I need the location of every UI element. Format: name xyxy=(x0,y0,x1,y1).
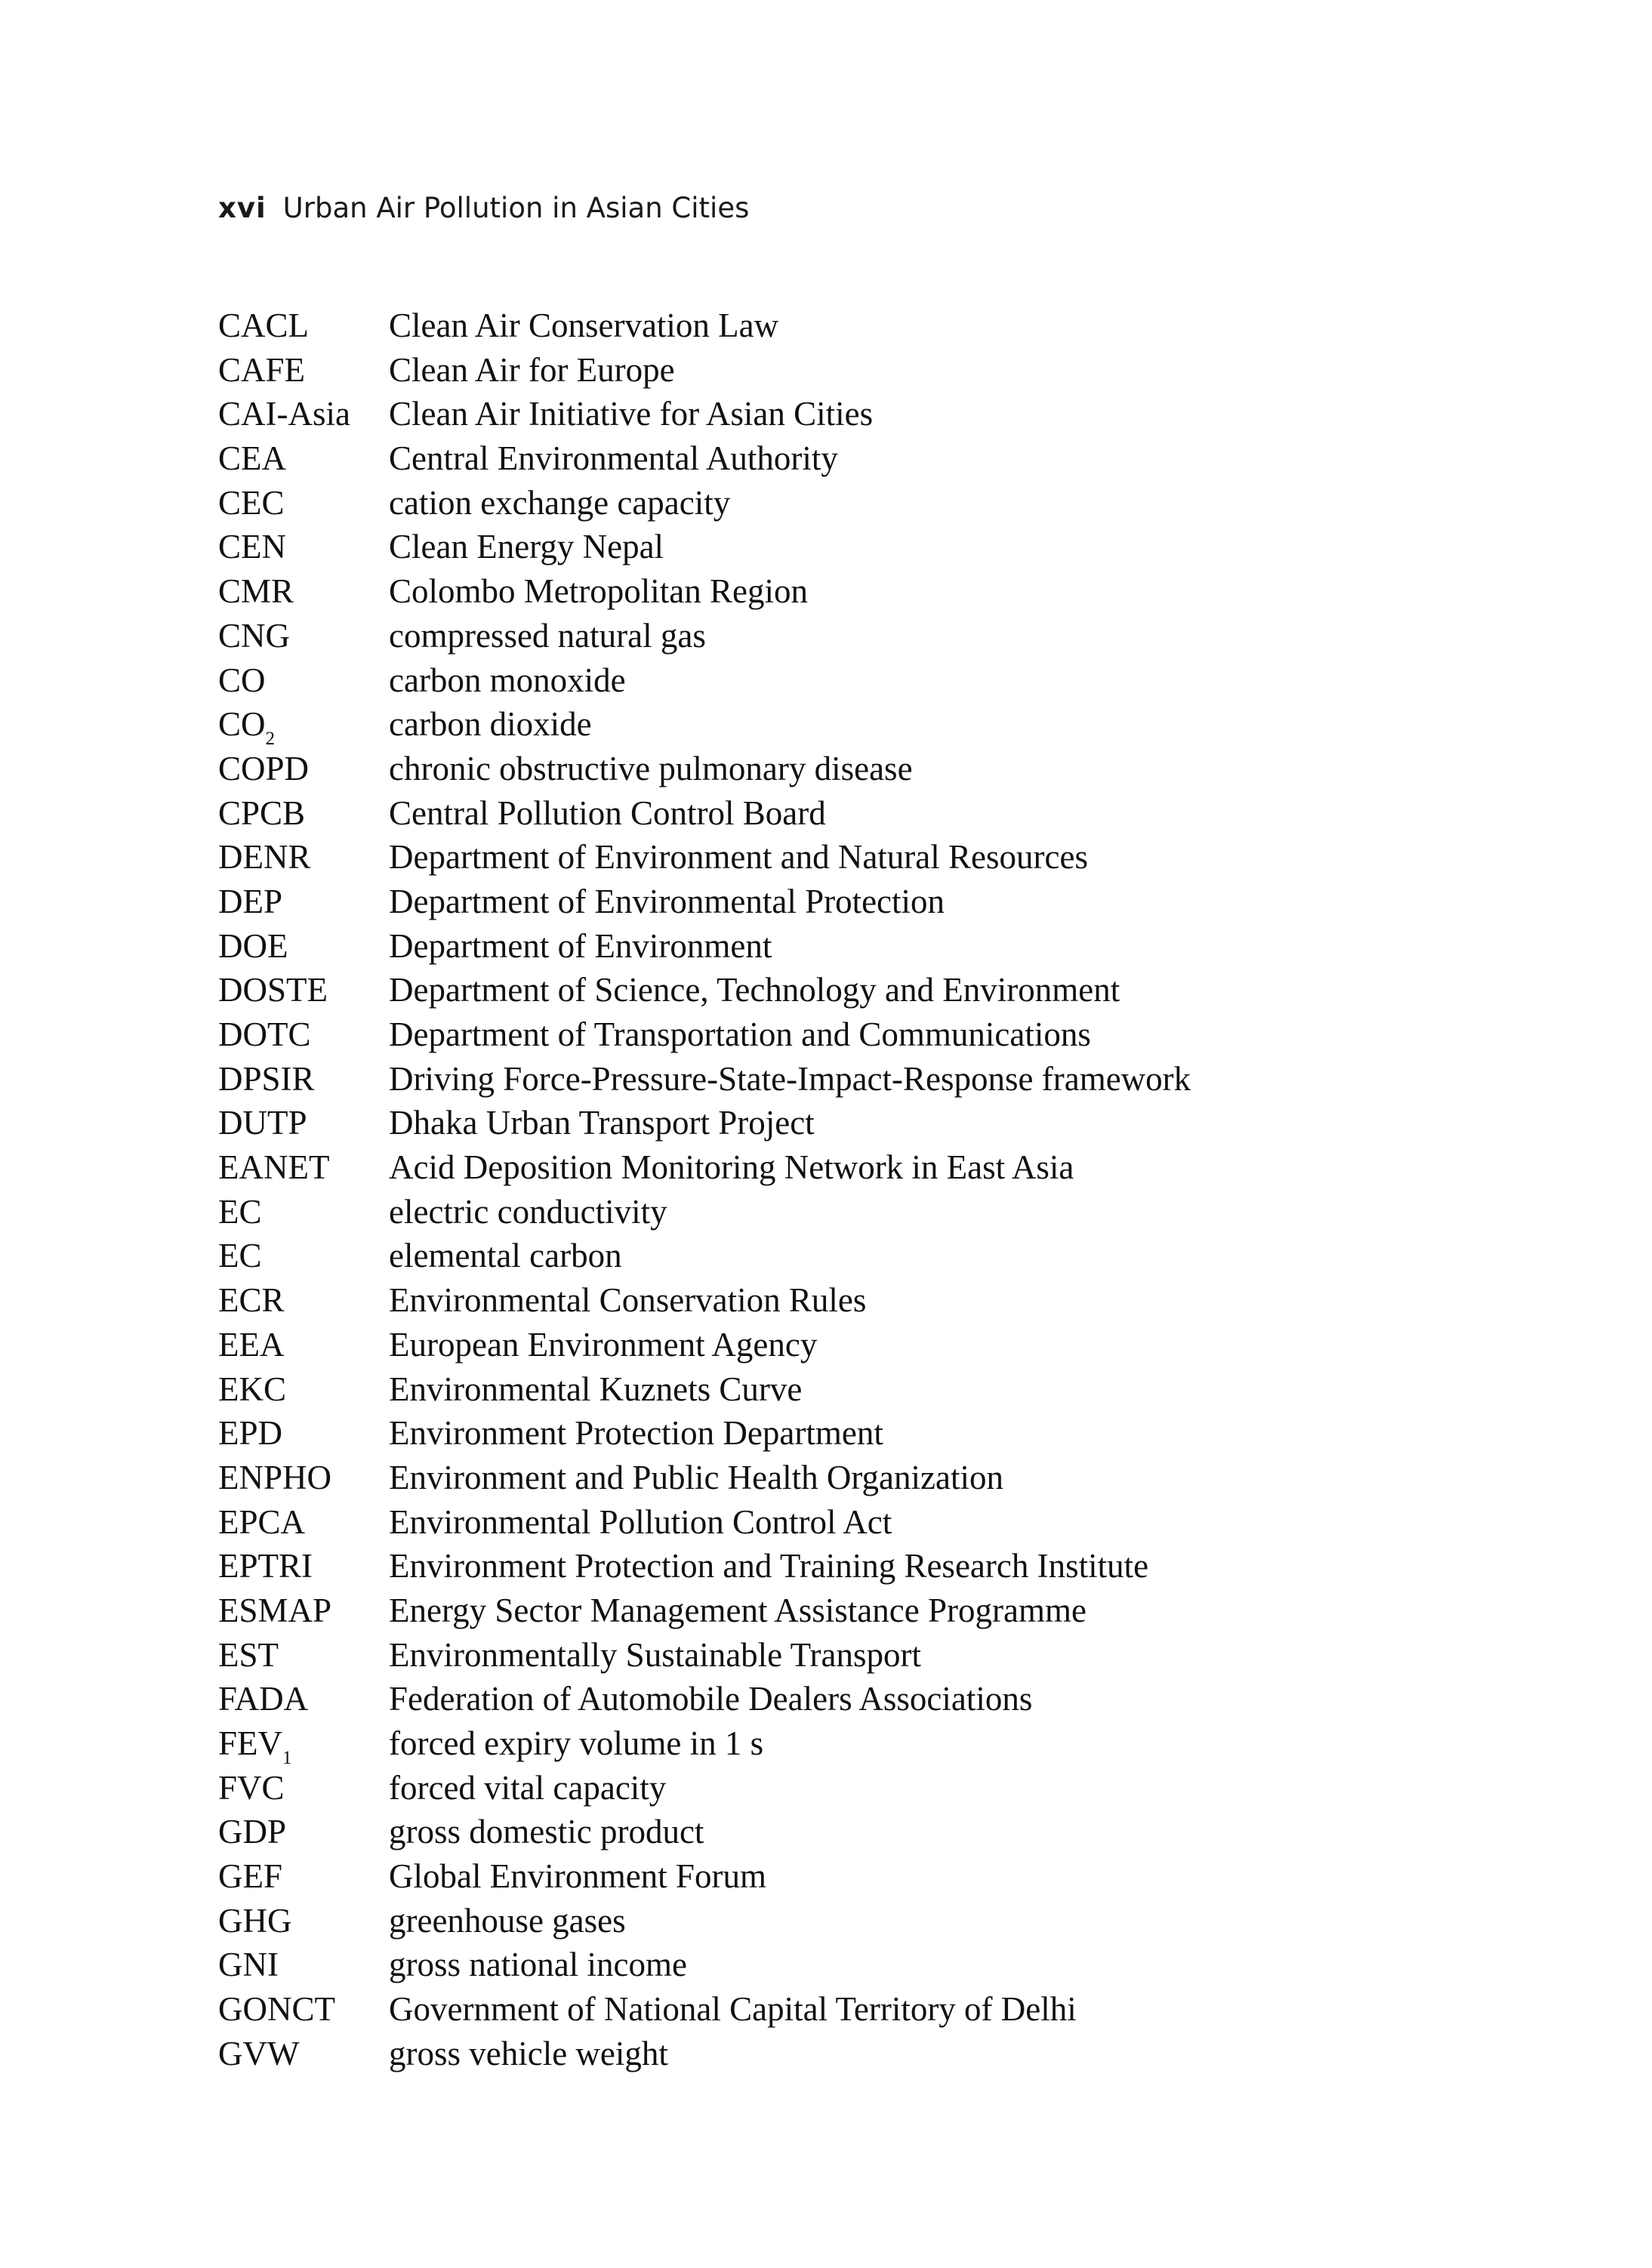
abbreviation-row xyxy=(218,968,1577,1012)
abbreviation-row xyxy=(218,702,1577,750)
abbreviation-definition: Department of Science, Technology and Environment xyxy=(389,971,1120,1009)
abbreviation-row xyxy=(218,1589,1577,1633)
abbreviation-term-text: DOE xyxy=(218,926,288,965)
abbreviation-term-text: GNI xyxy=(218,1946,279,1984)
abbreviation-term xyxy=(218,1456,389,1500)
abbreviation-definition: Environment and Public Health Organization xyxy=(389,1458,1003,1496)
abbreviation-definition: Driving Force-Pressure-State-Impact-Response framework xyxy=(389,1059,1191,1098)
abbreviation-row xyxy=(218,1101,1577,1145)
abbreviation-definition: Department of Environment xyxy=(389,926,772,965)
abbreviation-definition: chronic obstructive pulmonary disease xyxy=(389,749,913,787)
abbreviation-term-text: CO xyxy=(218,705,266,744)
abbreviation-term xyxy=(218,1943,389,1987)
abbreviation-term-text: EPCA xyxy=(218,1502,306,1541)
abbreviation-term xyxy=(218,1367,389,1412)
abbreviation-term-text: FVC xyxy=(218,1768,285,1807)
abbreviation-term-text: CAFE xyxy=(218,350,306,389)
abbreviation-term-text: CAI-Asia xyxy=(218,395,350,433)
abbreviation-term xyxy=(218,1278,389,1323)
abbreviation-term xyxy=(218,304,389,348)
abbreviation-term-text: CNG xyxy=(218,616,291,655)
abbreviation-term-text: DOTC xyxy=(218,1015,311,1053)
abbreviation-term xyxy=(218,1854,389,1899)
abbreviation-definition: forced vital capacity xyxy=(389,1768,667,1807)
abbreviation-term xyxy=(218,481,389,525)
abbreviation-term-text: ESMAP xyxy=(218,1591,332,1629)
abbreviation-definition: carbon monoxide xyxy=(389,661,626,699)
abbreviation-row xyxy=(218,1456,1577,1500)
abbreviation-definition: Global Environment Forum xyxy=(389,1857,766,1896)
abbreviation-term xyxy=(218,791,389,836)
abbreviation-term-text: CEC xyxy=(218,483,285,522)
abbreviation-definition: compressed natural gas xyxy=(389,616,706,655)
abbreviation-definition: cation exchange capacity xyxy=(389,483,731,522)
abbreviation-row xyxy=(218,880,1577,924)
abbreviation-definition: Central Pollution Control Board xyxy=(389,793,826,832)
abbreviation-term-text: GDP xyxy=(218,1813,287,1851)
abbreviation-definition: Clean Air for Europe xyxy=(389,350,675,389)
abbreviation-definition: Environmentally Sustainable Transport xyxy=(389,1635,921,1674)
abbreviation-definition: Department of Environment and Natural Resources xyxy=(389,838,1088,877)
abbreviation-row xyxy=(218,658,1577,703)
abbreviation-definition: Federation of Automobile Dealers Associations xyxy=(389,1680,1033,1718)
abbreviation-row xyxy=(218,1323,1577,1367)
abbreviation-row xyxy=(218,348,1577,393)
abbreviation-row xyxy=(218,1012,1577,1057)
abbreviation-row xyxy=(218,1145,1577,1190)
abbreviation-term-text: EANET xyxy=(218,1148,330,1187)
abbreviation-row xyxy=(218,569,1577,614)
abbreviation-term xyxy=(218,835,389,880)
abbreviation-row xyxy=(218,525,1577,569)
abbreviation-term xyxy=(218,1766,389,1810)
abbreviation-term xyxy=(218,658,389,703)
abbreviation-term-text: EKC xyxy=(218,1370,286,1408)
abbreviation-term xyxy=(218,1677,389,1721)
abbreviation-definition: Central Environmental Authority xyxy=(389,439,838,478)
abbreviation-definition: Clean Air Initiative for Asian Cities xyxy=(389,395,874,433)
abbreviation-row xyxy=(218,1943,1577,1987)
abbreviation-row xyxy=(218,1987,1577,2032)
abbreviation-definition: Environmental Conservation Rules xyxy=(389,1281,867,1320)
abbreviation-definition: Colombo Metropolitan Region xyxy=(389,572,808,611)
abbreviation-term xyxy=(218,1145,389,1190)
abbreviation-list xyxy=(218,304,1577,2076)
abbreviation-term xyxy=(218,1500,389,1545)
abbreviation-row xyxy=(218,1899,1577,1943)
abbreviation-term xyxy=(218,1721,389,1766)
abbreviation-term xyxy=(218,348,389,393)
abbreviation-term-text: EC xyxy=(218,1192,262,1231)
abbreviation-term xyxy=(218,702,389,750)
abbreviation-row xyxy=(218,1190,1577,1234)
abbreviation-term-text: FADA xyxy=(218,1680,309,1718)
abbreviation-term xyxy=(218,1411,389,1456)
abbreviation-definition: Clean Energy Nepal xyxy=(389,528,664,566)
abbreviation-term xyxy=(218,436,389,481)
abbreviation-term-text: EC xyxy=(218,1237,262,1275)
abbreviation-definition: Acid Deposition Monitoring Network in East Asia xyxy=(389,1148,1074,1187)
abbreviation-term-text: GEF xyxy=(218,1857,283,1896)
abbreviation-row xyxy=(218,614,1577,658)
abbreviation-term xyxy=(218,392,389,436)
abbreviation-term-text: ECR xyxy=(218,1281,285,1320)
abbreviation-definition: Environmental Kuznets Curve xyxy=(389,1370,803,1408)
abbreviation-row xyxy=(218,2032,1577,2076)
abbreviation-term xyxy=(218,525,389,569)
abbreviation-term-text: EEA xyxy=(218,1325,285,1364)
abbreviation-row xyxy=(218,304,1577,348)
abbreviation-term-text: CO xyxy=(218,661,266,699)
abbreviation-row xyxy=(218,1677,1577,1721)
abbreviation-subscript: 2 xyxy=(265,729,276,750)
abbreviation-definition: greenhouse gases xyxy=(389,1901,626,1940)
abbreviation-definition: Government of National Capital Territory of Delhi xyxy=(389,1990,1077,2029)
abbreviation-definition: Environmental Pollution Control Act xyxy=(389,1502,892,1541)
abbreviation-row xyxy=(218,1766,1577,1810)
abbreviation-row xyxy=(218,1234,1577,1278)
abbreviation-row xyxy=(218,835,1577,880)
abbreviation-definition: gross national income xyxy=(389,1946,687,1984)
page-number: xvi xyxy=(218,192,267,224)
abbreviation-term xyxy=(218,1987,389,2032)
abbreviation-term-text: CEN xyxy=(218,528,286,566)
running-head xyxy=(218,190,749,226)
abbreviation-row xyxy=(218,436,1577,481)
abbreviation-definition: Environment Protection and Training Research Institute xyxy=(389,1547,1149,1585)
abbreviation-row xyxy=(218,392,1577,436)
abbreviation-term-text: EPD xyxy=(218,1414,283,1453)
abbreviation-row xyxy=(218,1544,1577,1589)
book-title: Urban Air Pollution in Asian Cities xyxy=(282,192,750,224)
abbreviation-row xyxy=(218,1500,1577,1545)
abbreviation-term-text: GHG xyxy=(218,1901,292,1940)
abbreviation-term-text: DOSTE xyxy=(218,971,328,1009)
abbreviation-definition: gross domestic product xyxy=(389,1813,704,1851)
abbreviation-term xyxy=(218,1810,389,1854)
abbreviation-term-text: DPSIR xyxy=(218,1059,315,1098)
abbreviation-row xyxy=(218,1854,1577,1899)
abbreviation-term xyxy=(218,1323,389,1367)
abbreviation-term xyxy=(218,569,389,614)
abbreviation-term-text: CACL xyxy=(218,307,310,344)
abbreviation-row xyxy=(218,1057,1577,1102)
abbreviation-term-text: DUTP xyxy=(218,1104,307,1142)
abbreviation-row xyxy=(218,1278,1577,1323)
abbreviation-term xyxy=(218,1234,389,1278)
abbreviation-term-text: GONCT xyxy=(218,1990,335,2029)
abbreviation-row xyxy=(218,924,1577,969)
abbreviation-term xyxy=(218,1101,389,1145)
abbreviation-definition: elemental carbon xyxy=(389,1237,622,1275)
abbreviation-term-text: FEV xyxy=(218,1724,283,1762)
abbreviation-term-text: CMR xyxy=(218,572,294,611)
abbreviation-term-text: CPCB xyxy=(218,793,306,832)
abbreviation-term xyxy=(218,924,389,969)
abbreviation-term-text: DENR xyxy=(218,838,311,877)
abbreviation-term xyxy=(218,1544,389,1589)
abbreviation-definition: gross vehicle weight xyxy=(389,2034,668,2072)
abbreviation-term xyxy=(218,2032,389,2076)
abbreviation-definition: European Environment Agency xyxy=(389,1325,818,1364)
abbreviation-definition: Environment Protection Department xyxy=(389,1414,883,1453)
abbreviation-row xyxy=(218,1411,1577,1456)
abbreviation-term xyxy=(218,1589,389,1633)
abbreviation-term-text: GVW xyxy=(218,2034,300,2072)
abbreviation-term xyxy=(218,747,389,791)
abbreviation-definition: Department of Environmental Protection xyxy=(389,882,945,920)
abbreviation-definition: Clean Air Conservation Law xyxy=(389,307,779,344)
abbreviation-term xyxy=(218,1899,389,1943)
abbreviation-row xyxy=(218,1810,1577,1854)
abbreviation-definition: carbon dioxide xyxy=(389,705,592,744)
abbreviation-row xyxy=(218,1367,1577,1412)
abbreviation-term xyxy=(218,1012,389,1057)
abbreviation-definition: forced expiry volume in 1 s xyxy=(389,1724,764,1762)
abbreviation-term-text: EST xyxy=(218,1635,279,1674)
abbreviation-definition: Energy Sector Management Assistance Programme xyxy=(389,1591,1086,1629)
abbreviation-term xyxy=(218,1057,389,1102)
abbreviation-definition: Dhaka Urban Transport Project xyxy=(389,1104,815,1142)
abbreviation-term xyxy=(218,1633,389,1678)
abbreviation-row xyxy=(218,791,1577,836)
abbreviation-term xyxy=(218,1190,389,1234)
abbreviation-term xyxy=(218,614,389,658)
abbreviation-row xyxy=(218,1633,1577,1678)
abbreviation-definition: electric conductivity xyxy=(389,1192,667,1231)
abbreviation-term-text: EPTRI xyxy=(218,1547,313,1585)
abbreviation-subscript: 1 xyxy=(282,1748,292,1768)
abbreviation-term-text: DEP xyxy=(218,882,283,920)
abbreviation-term-text: COPD xyxy=(218,749,310,787)
abbreviation-row xyxy=(218,1721,1577,1766)
abbreviation-term-text: CEA xyxy=(218,439,286,478)
abbreviation-row xyxy=(218,747,1577,791)
abbreviation-term xyxy=(218,968,389,1012)
abbreviation-term-text: ENPHO xyxy=(218,1458,332,1496)
abbreviation-term xyxy=(218,880,389,924)
abbreviation-definition: Department of Transportation and Communications xyxy=(389,1015,1091,1053)
abbreviation-row xyxy=(218,481,1577,525)
